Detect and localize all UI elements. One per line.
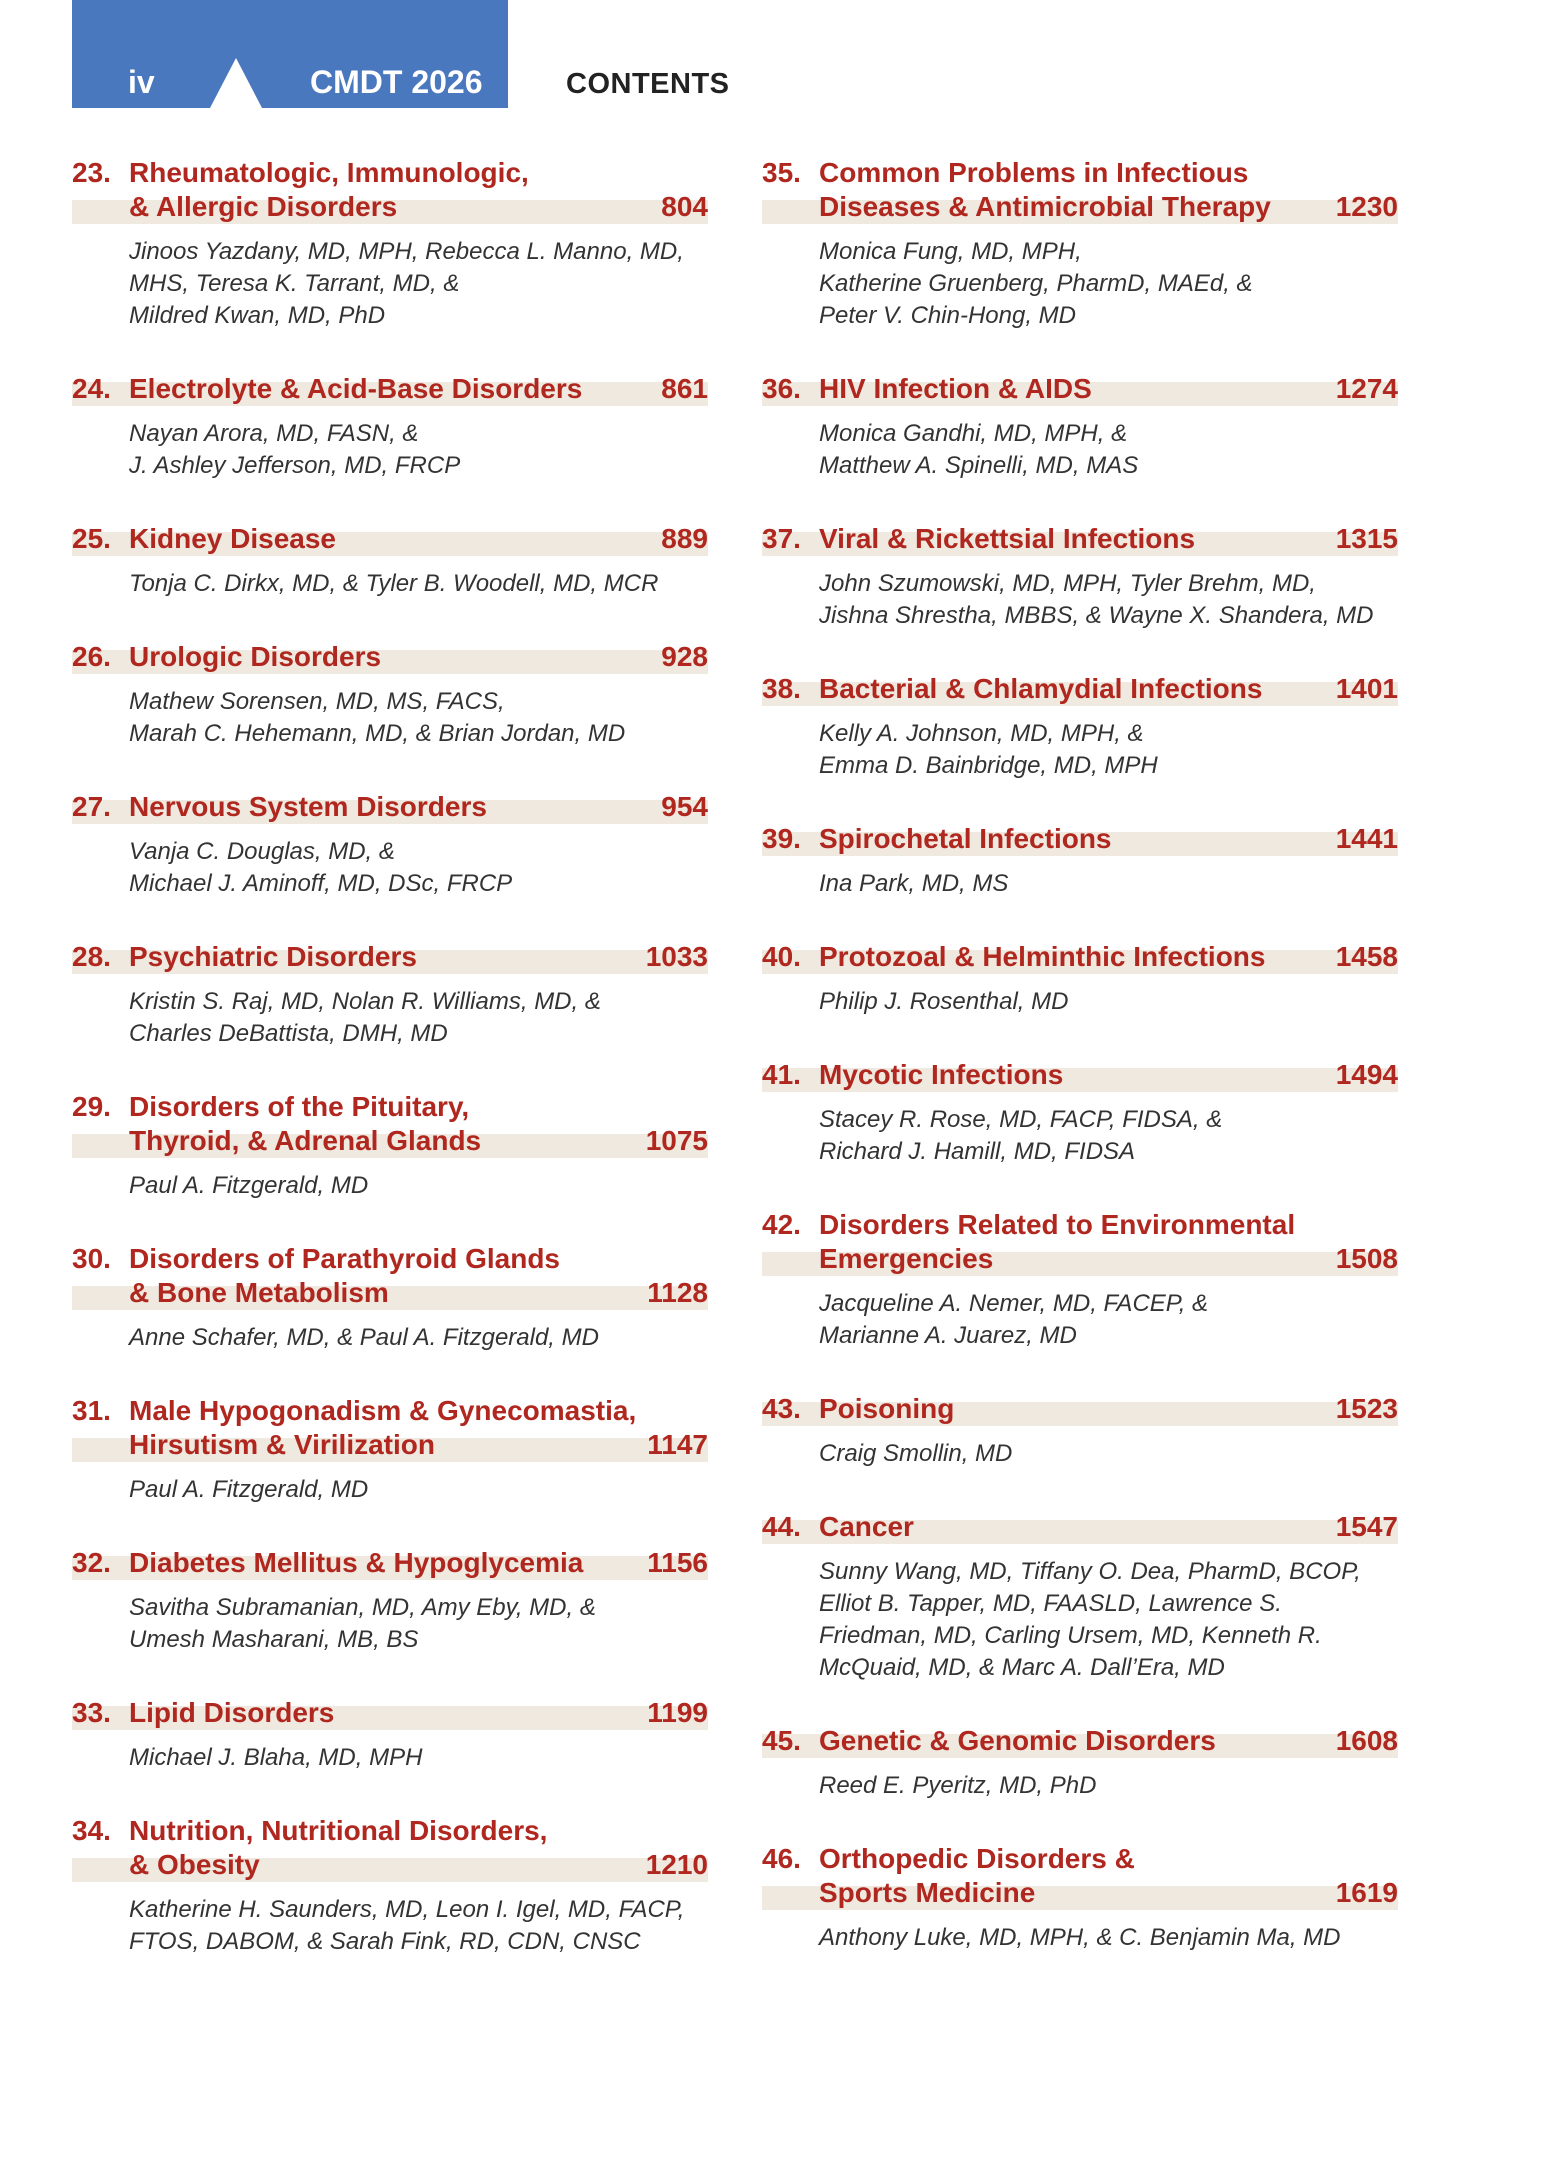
chapter-number: 45. [762,1725,801,1756]
chapter-title-line: Common Problems in Infectious [819,157,1249,188]
toc-entry[interactable] [762,372,1398,482]
chapter-number: 46. [762,1843,801,1874]
author-line: Savitha Subramanian, MD, Amy Eby, MD, & [129,1594,596,1621]
chapter-number: 37. [762,523,801,554]
chapter-page-number: 1523 [1335,1393,1398,1424]
toc-entry-title-block [72,1242,708,1310]
author-line: Ina Park, MD, MS [819,870,1009,897]
chapter-page-number: 1547 [1335,1511,1398,1542]
chapter-authors [129,418,708,482]
toc-entry-title-block [762,1842,1398,1910]
chapter-page-number: 861 [661,373,708,404]
chapter-authors [819,236,1398,332]
chapter-number: 44. [762,1511,801,1542]
chapter-authors [819,718,1398,782]
toc-entry-title-block [762,1392,1398,1426]
author-line: Anne Schafer, MD, & Paul A. Fitzgerald, MD [129,1324,599,1351]
toc-entry-title-block [72,372,708,406]
toc-column-right [762,156,1398,1994]
toc-entry-title-block [72,1696,708,1730]
chapter-title-line: Thyroid, & Adrenal Glands [129,1125,482,1156]
author-line: Tonja C. Dirkx, MD, & Tyler B. Woodell, MD, MCR [129,570,659,597]
toc-entry-title-block [72,790,708,824]
chapter-page-number: 1441 [1335,823,1398,854]
book-title: CMDT 2026 [310,64,483,100]
toc-entry-title-block [72,1546,708,1580]
chapter-number: 30. [72,1243,111,1274]
toc-entry-heading [72,1546,708,1580]
chapter-authors [129,836,708,900]
chapter-authors [129,1592,708,1656]
toc-entry-heading [762,1724,1398,1758]
toc-entry-heading [72,640,708,674]
chapter-number: 31. [72,1395,111,1426]
chapter-number: 27. [72,791,111,822]
toc-entry-heading [762,156,1398,224]
chapter-title-line: Protozoal & Helminthic Infections [819,941,1266,972]
author-line: Monica Fung, MD, MPH, [819,238,1082,265]
chapter-authors [819,868,1398,900]
author-line: Philip J. Rosenthal, MD [819,988,1069,1015]
chapter-title-line: Nutrition, Nutritional Disorders, [129,1815,548,1846]
toc-entry[interactable] [762,1058,1398,1168]
author-line: Paul A. Fitzgerald, MD [129,1172,369,1199]
toc-entry-title-block [72,522,708,556]
chapter-number: 36. [762,373,801,404]
toc-entry-title-block [72,1814,708,1882]
author-line: Umesh Masharani, MB, BS [129,1626,419,1653]
chapter-page-number: 1199 [647,1697,708,1728]
author-line: FTOS, DABOM, & Sarah Fink, RD, CDN, CNSC [129,1928,641,1955]
toc-entry[interactable] [72,156,708,332]
chapter-number: 24. [72,373,111,404]
chapter-authors [129,686,708,750]
toc-entry-heading [762,1842,1398,1910]
toc-entry[interactable] [762,672,1398,782]
toc-entry-title-block [72,940,708,974]
chapter-number: 34. [72,1815,111,1846]
author-line: Craig Smollin, MD [819,1440,1013,1467]
chapter-title-line: Nervous System Disorders [129,791,487,822]
chapter-authors [819,1556,1398,1684]
chapter-page-number: 1315 [1335,523,1398,554]
author-line: Katherine Gruenberg, PharmD, MAEd, & [819,270,1253,297]
chapter-title-line: Orthopedic Disorders & [819,1843,1135,1874]
author-line: Jacqueline A. Nemer, MD, FACEP, & [819,1290,1209,1317]
chapter-authors [129,986,708,1050]
toc-entry[interactable] [762,1724,1398,1802]
author-line: Peter V. Chin-Hong, MD [819,302,1076,329]
chapter-page-number: 1508 [1335,1243,1398,1274]
chapter-title-line: Cancer [819,1511,914,1542]
chapter-page-number: 1033 [645,941,708,972]
toc-entry[interactable] [72,1546,708,1656]
chapter-page-number: 889 [661,523,708,554]
chapter-authors [129,236,708,332]
author-line: Charles DeBattista, DMH, MD [129,1020,448,1047]
chapter-number: 41. [762,1059,801,1090]
toc-entry[interactable] [762,522,1398,632]
chapter-authors [819,1770,1398,1802]
toc-entry-heading [72,1814,708,1882]
toc-entry-heading [72,790,708,824]
author-line: Reed E. Pyeritz, MD, PhD [819,1772,1097,1799]
toc-entry[interactable] [72,1814,708,1958]
chapter-title-line: Electrolyte & Acid-Base Disorders [129,373,583,404]
toc-entry-heading [762,940,1398,974]
toc-entry[interactable] [72,1394,708,1506]
chapter-title-line: Emergencies [819,1243,994,1274]
header-notch [210,58,262,108]
chapter-page-number: 1075 [645,1125,708,1156]
toc-entry-title-block [762,1208,1398,1276]
chapter-page-number: 1494 [1335,1059,1398,1090]
chapter-authors [129,1322,708,1354]
toc-entry-heading [72,1394,708,1462]
chapter-page-number: 954 [661,791,708,822]
toc-entry-title-block [762,1724,1398,1758]
toc-entry-heading [72,1242,708,1310]
toc-entry-title-block [762,940,1398,974]
chapter-number: 25. [72,523,111,554]
chapter-title-line: Psychiatric Disorders [129,941,417,972]
chapter-number: 28. [72,941,111,972]
author-line: Emma D. Bainbridge, MD, MPH [819,752,1158,779]
toc-entry-title-block [762,372,1398,406]
toc-entry[interactable] [72,372,708,482]
chapter-page-number: 1619 [1335,1877,1398,1908]
chapter-title-line: Disorders of Parathyroid Glands [129,1243,560,1274]
chapter-page-number: 1128 [647,1277,708,1308]
chapter-title-line: Hirsutism & Virilization [129,1429,435,1460]
toc-entry-heading [762,1058,1398,1092]
author-line: Mathew Sorensen, MD, MS, FACS, [129,688,505,715]
toc-entry-title-block [762,1058,1398,1092]
chapter-title-line: Rheumatologic, Immunologic, [129,157,529,188]
toc-entry-heading [762,822,1398,856]
chapter-page-number: 1608 [1335,1725,1398,1756]
toc-entry-heading [72,1090,708,1158]
author-line: Stacey R. Rose, MD, FACP, FIDSA, & [819,1106,1223,1133]
toc-entry-heading [72,1696,708,1730]
toc-entry[interactable] [72,522,708,600]
chapter-number: 32. [72,1547,111,1578]
toc-entry[interactable] [762,1392,1398,1470]
author-line: Jishna Shrestha, MBBS, & Wayne X. Shandera, MD [819,602,1374,629]
chapter-number: 35. [762,157,801,188]
author-line: Anthony Luke, MD, MPH, & C. Benjamin Ma, MD [819,1924,1341,1951]
chapter-title-line: Poisoning [819,1393,955,1424]
chapter-title-line: & Allergic Disorders [129,191,398,222]
toc-entry-heading [72,522,708,556]
chapter-authors [819,1922,1398,1954]
author-line: Kelly A. Johnson, MD, MPH, & [819,720,1144,747]
author-line: John Szumowski, MD, MPH, Tyler Brehm, MD, [819,570,1316,597]
chapter-authors [819,1288,1398,1352]
author-line: Marianne A. Juarez, MD [819,1322,1077,1349]
author-line: Michael J. Aminoff, MD, DSc, FRCP [129,870,513,897]
chapter-title-line: Disorders of the Pituitary, [129,1091,470,1122]
chapter-page-number: 928 [661,641,708,672]
author-line: Marah C. Hehemann, MD, & Brian Jordan, MD [129,720,626,747]
author-line: Richard J. Hamill, MD, FIDSA [819,1138,1136,1165]
toc-entry[interactable] [72,1090,708,1202]
chapter-authors [129,568,708,600]
toc-entry-heading [762,372,1398,406]
chapter-title-line: Viral & Rickettsial Infections [819,523,1196,554]
author-line: Mildred Kwan, MD, PhD [129,302,386,329]
author-line: Sunny Wang, MD, Tiffany O. Dea, PharmD, BCOP, [819,1558,1361,1585]
toc-entry-heading [762,522,1398,556]
toc-entry[interactable] [72,640,708,750]
chapter-authors [819,986,1398,1018]
author-line: Elliot B. Tapper, MD, FAASLD, Lawrence S. [819,1590,1282,1617]
chapter-page-number: 1230 [1335,191,1398,222]
toc-entry-heading [72,372,708,406]
toc-entry[interactable] [762,1842,1398,1954]
author-line: Friedman, MD, Carling Ursem, MD, Kenneth R. [819,1622,1322,1649]
chapter-number: 43. [762,1393,801,1424]
author-line: Matthew A. Spinelli, MD, MAS [819,452,1139,479]
chapter-title-line: Sports Medicine [819,1877,1036,1908]
chapter-page-number: 1156 [647,1547,708,1578]
chapter-title-line: Mycotic Infections [819,1059,1064,1090]
toc-entry-heading [762,672,1398,706]
chapter-number: 23. [72,157,111,188]
chapter-title-line: Male Hypogonadism & Gynecomastia, [129,1395,637,1426]
chapter-title-line: & Obesity [129,1849,260,1880]
chapter-authors [819,418,1398,482]
chapter-title-line: Kidney Disease [129,523,336,554]
chapter-authors [819,568,1398,632]
toc-entry[interactable] [762,1510,1398,1684]
chapter-number: 38. [762,673,801,704]
chapter-number: 39. [762,823,801,854]
toc-entry-title-block [72,1090,708,1158]
chapter-page-number: 1147 [647,1429,708,1460]
chapter-number: 29. [72,1091,111,1122]
chapter-page-number: 1458 [1335,941,1398,972]
chapter-number: 42. [762,1209,801,1240]
author-line: Paul A. Fitzgerald, MD [129,1476,369,1503]
author-line: McQuaid, MD, & Marc A. Dall’Era, MD [819,1654,1225,1681]
section-title: CONTENTS [566,68,730,100]
toc-entry-title-block [72,156,708,224]
chapter-number: 26. [72,641,111,672]
toc-entry-heading [72,156,708,224]
chapter-title-line: Disorders Related to Environmental [819,1209,1296,1240]
toc-entry-title-block [72,1394,708,1462]
chapter-page-number: 1274 [1335,373,1398,404]
author-line: Monica Gandhi, MD, MPH, & [819,420,1128,447]
chapter-number: 40. [762,941,801,972]
toc-entry[interactable] [72,1696,708,1774]
chapter-authors [129,1474,708,1506]
chapter-authors [819,1438,1398,1470]
toc-entry-heading [72,940,708,974]
chapter-title-line: Diseases & Antimicrobial Therapy [819,191,1271,222]
toc-entry[interactable] [762,156,1398,332]
chapter-title-line: Genetic & Genomic Disorders [819,1725,1216,1756]
chapter-authors [129,1894,708,1958]
toc-entry-title-block [762,522,1398,556]
chapter-title-line: Lipid Disorders [129,1697,335,1728]
toc-entry-heading [762,1208,1398,1276]
chapter-number: 33. [72,1697,111,1728]
toc-entry-heading [762,1392,1398,1426]
chapter-page-number: 1210 [645,1849,708,1880]
author-line: Kristin S. Raj, MD, Nolan R. Williams, MD, & [129,988,601,1015]
toc-entry-title-block [762,672,1398,706]
author-line: MHS, Teresa K. Tarrant, MD, & [129,270,460,297]
toc-entry[interactable] [762,940,1398,1018]
toc-column-left [72,156,708,1998]
chapter-title-line: Spirochetal Infections [819,823,1112,854]
chapter-title-line: HIV Infection & AIDS [819,373,1092,404]
author-line: Vanja C. Douglas, MD, & [129,838,395,865]
toc-entry-title-block [762,822,1398,856]
chapter-authors [129,1170,708,1202]
page-number: iv [128,64,155,100]
chapter-page-number: 1401 [1335,673,1398,704]
author-line: Katherine H. Saunders, MD, Leon I. Igel, MD, FACP, [129,1896,685,1923]
author-line: Nayan Arora, MD, FASN, & [129,420,419,447]
chapter-title-line: & Bone Metabolism [129,1277,389,1308]
chapter-title-line: Urologic Disorders [129,641,382,672]
toc-entry[interactable] [72,790,708,900]
toc-entry-title-block [72,640,708,674]
chapter-title-line: Diabetes Mellitus & Hypoglycemia [129,1547,584,1578]
author-line: Jinoos Yazdany, MD, MPH, Rebecca L. Manno, MD, [129,238,684,265]
chapter-authors [819,1104,1398,1168]
chapter-authors [129,1742,708,1774]
toc-entry-heading [762,1510,1398,1544]
author-line: J. Ashley Jefferson, MD, FRCP [129,452,461,479]
toc-entry-title-block [762,156,1398,224]
toc-entry[interactable] [72,1242,708,1354]
author-line: Michael J. Blaha, MD, MPH [129,1744,423,1771]
toc-entry-title-block [762,1510,1398,1544]
chapter-page-number: 804 [661,191,708,222]
toc-entry[interactable] [762,822,1398,900]
toc-entry[interactable] [72,940,708,1050]
toc-entry[interactable] [762,1208,1398,1352]
chapter-title-line: Bacterial & Chlamydial Infections [819,673,1263,704]
